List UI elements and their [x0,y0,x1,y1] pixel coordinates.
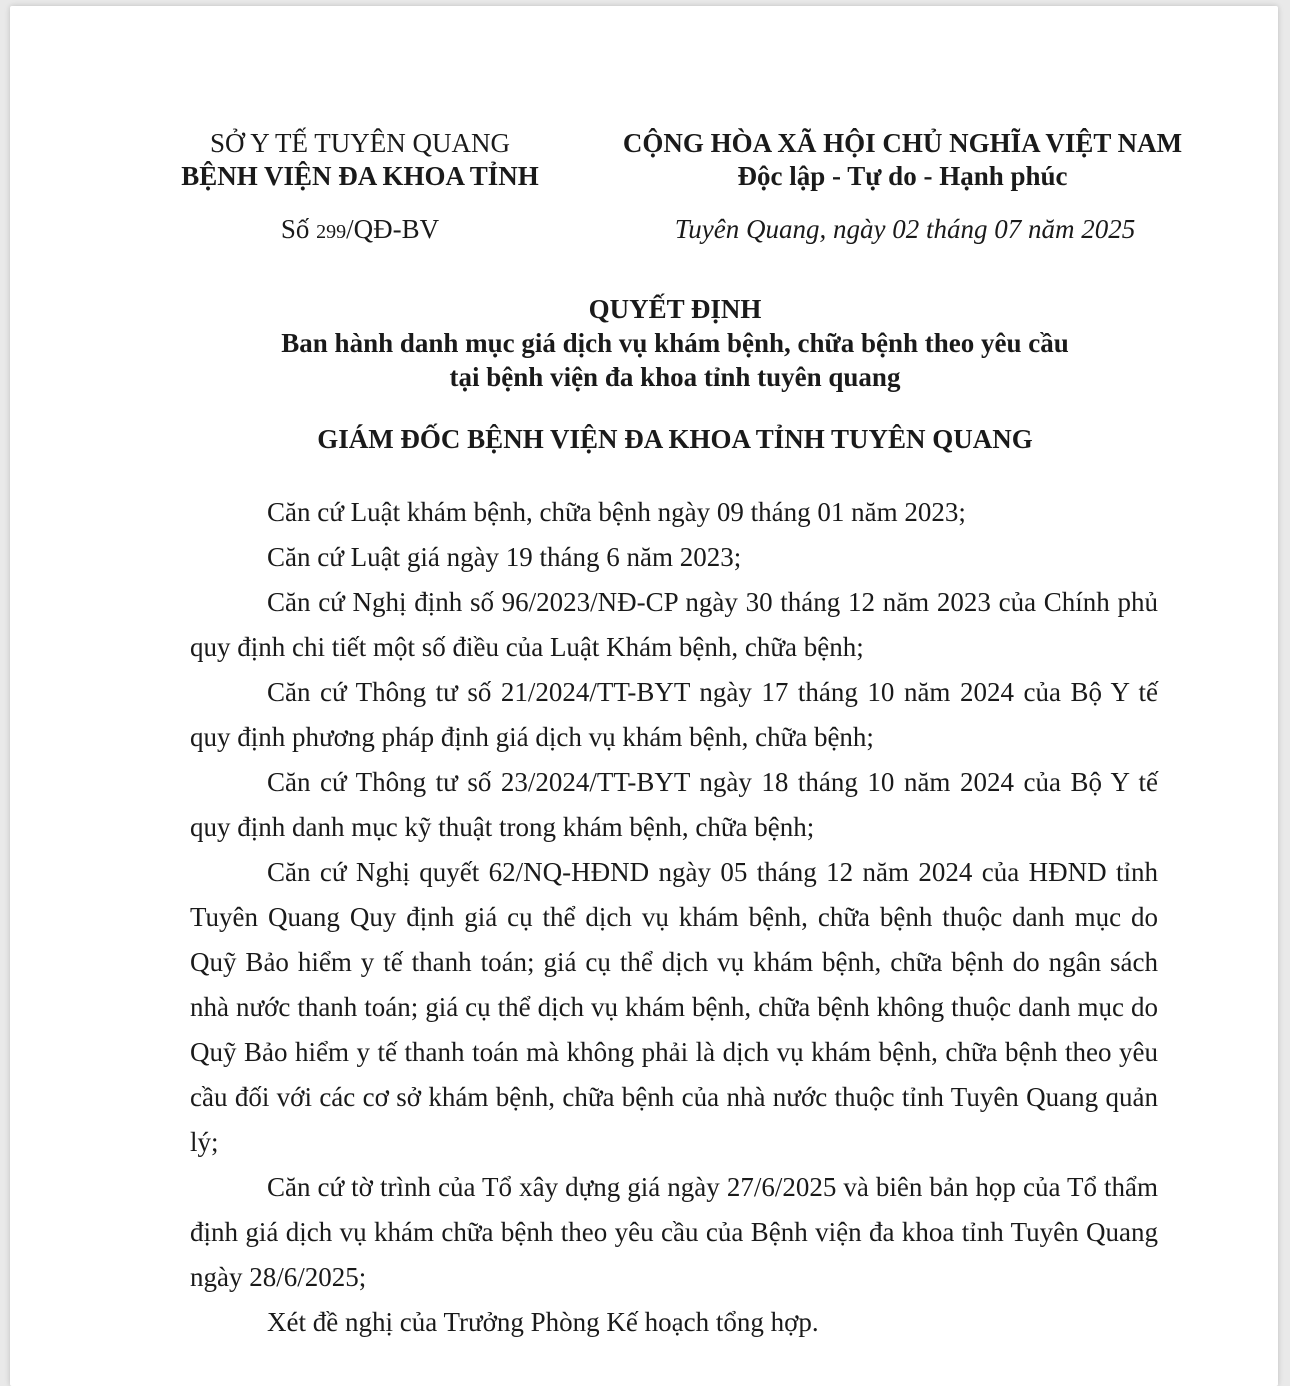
legal-basis-paragraph: Căn cứ Luật khám bệnh, chữa bệnh ngày 09 tháng 01 năm 2023; [267,497,966,527]
proposal-paragraph: Xét đề nghị của Trưởng Phòng Kế hoạch tổng hợp. [267,1307,819,1337]
document-subtitle-line-1: Ban hành danh mục giá dịch vụ khám bệnh, chữa bệnh theo yêu cầu [281,328,1069,358]
document-number-value: 299 [316,221,347,243]
national-title: CỘNG HÒA XÃ HỘI CHỦ NGHĨA VIỆT NAM [622,128,1183,158]
document-number-prefix: Số [280,214,317,244]
document-number [170,214,550,245]
document-number-suffix: /QĐ-BV [346,214,440,244]
document-body [190,490,1158,1345]
legal-basis-paragraph: Căn cứ Nghị định số 96/2023/NĐ-CP ngày 30 tháng 12 năm 2023 của Chính phủ quy định chi tiết một số điều của Luật Khám bệnh, chữa bệnh; [190,587,1158,662]
issuing-agency: SỞ Y TẾ TUYÊN QUANG [210,128,510,158]
issue-date: Tuyên Quang, ngày 02 tháng 07 năm 2025 [674,214,1136,244]
issuing-hospital: BỆNH VIỆN ĐA KHOA TỈNH [181,161,539,191]
legal-basis-paragraph: Căn cứ Thông tư số 21/2024/TT-BYT ngày 17 tháng 10 năm 2024 của Bộ Y tế quy định phương pháp định giá dịch vụ khám bệnh, chữa bệnh; [190,677,1158,752]
legal-basis-paragraph: Căn cứ Luật giá ngày 19 tháng 6 năm 2023; [267,542,742,572]
legal-basis-paragraph: Căn cứ Thông tư số 23/2024/TT-BYT ngày 18 tháng 10 năm 2024 của Bộ Y tế quy định danh mục kỹ thuật trong khám bệnh, chữa bệnh; [190,767,1158,842]
document-subtitle-line-2: tại bệnh viện đa khoa tỉnh tuyên quang [449,362,901,392]
document-title: QUYẾT ĐỊNH [588,294,762,324]
legal-basis-paragraph: Căn cứ tờ trình của Tổ xây dựng giá ngày 27/6/2025 và biên bản họp của Tổ thẩm định giá dịch vụ khám chữa bệnh theo yêu cầu của Bệnh viện đa khoa tỉnh Tuyên Quang ngày 28/6/2025; [190,1172,1158,1292]
issuing-authority: GIÁM ĐỐC BỆNH VIỆN ĐA KHOA TỈNH TUYÊN QUANG [317,424,1033,454]
legal-basis-paragraph: Căn cứ Nghị quyết 62/NQ-HĐND ngày 05 tháng 12 năm 2024 của HĐND tỉnh Tuyên Quang Quy định giá cụ thể dịch vụ khám bệnh, chữa bệnh thuộc danh mục do Quỹ Bảo hiểm y tế thanh toán; giá cụ thể dịch vụ khám bệnh, chữa bệnh do ngân sách nhà nước thanh toán; giá cụ thể dịch vụ khám bệnh, chữa bệnh không thuộc danh mục do Quỹ Bảo hiểm y tế thanh toán mà không phải là dịch vụ khám bệnh, chữa bệnh theo yêu cầu đối với các cơ sở khám bệnh, chữa bệnh của nhà nước thuộc tỉnh Tuyên Quang quản lý; [190,857,1158,1157]
national-motto: Độc lập - Tự do - Hạnh phúc [737,161,1068,191]
